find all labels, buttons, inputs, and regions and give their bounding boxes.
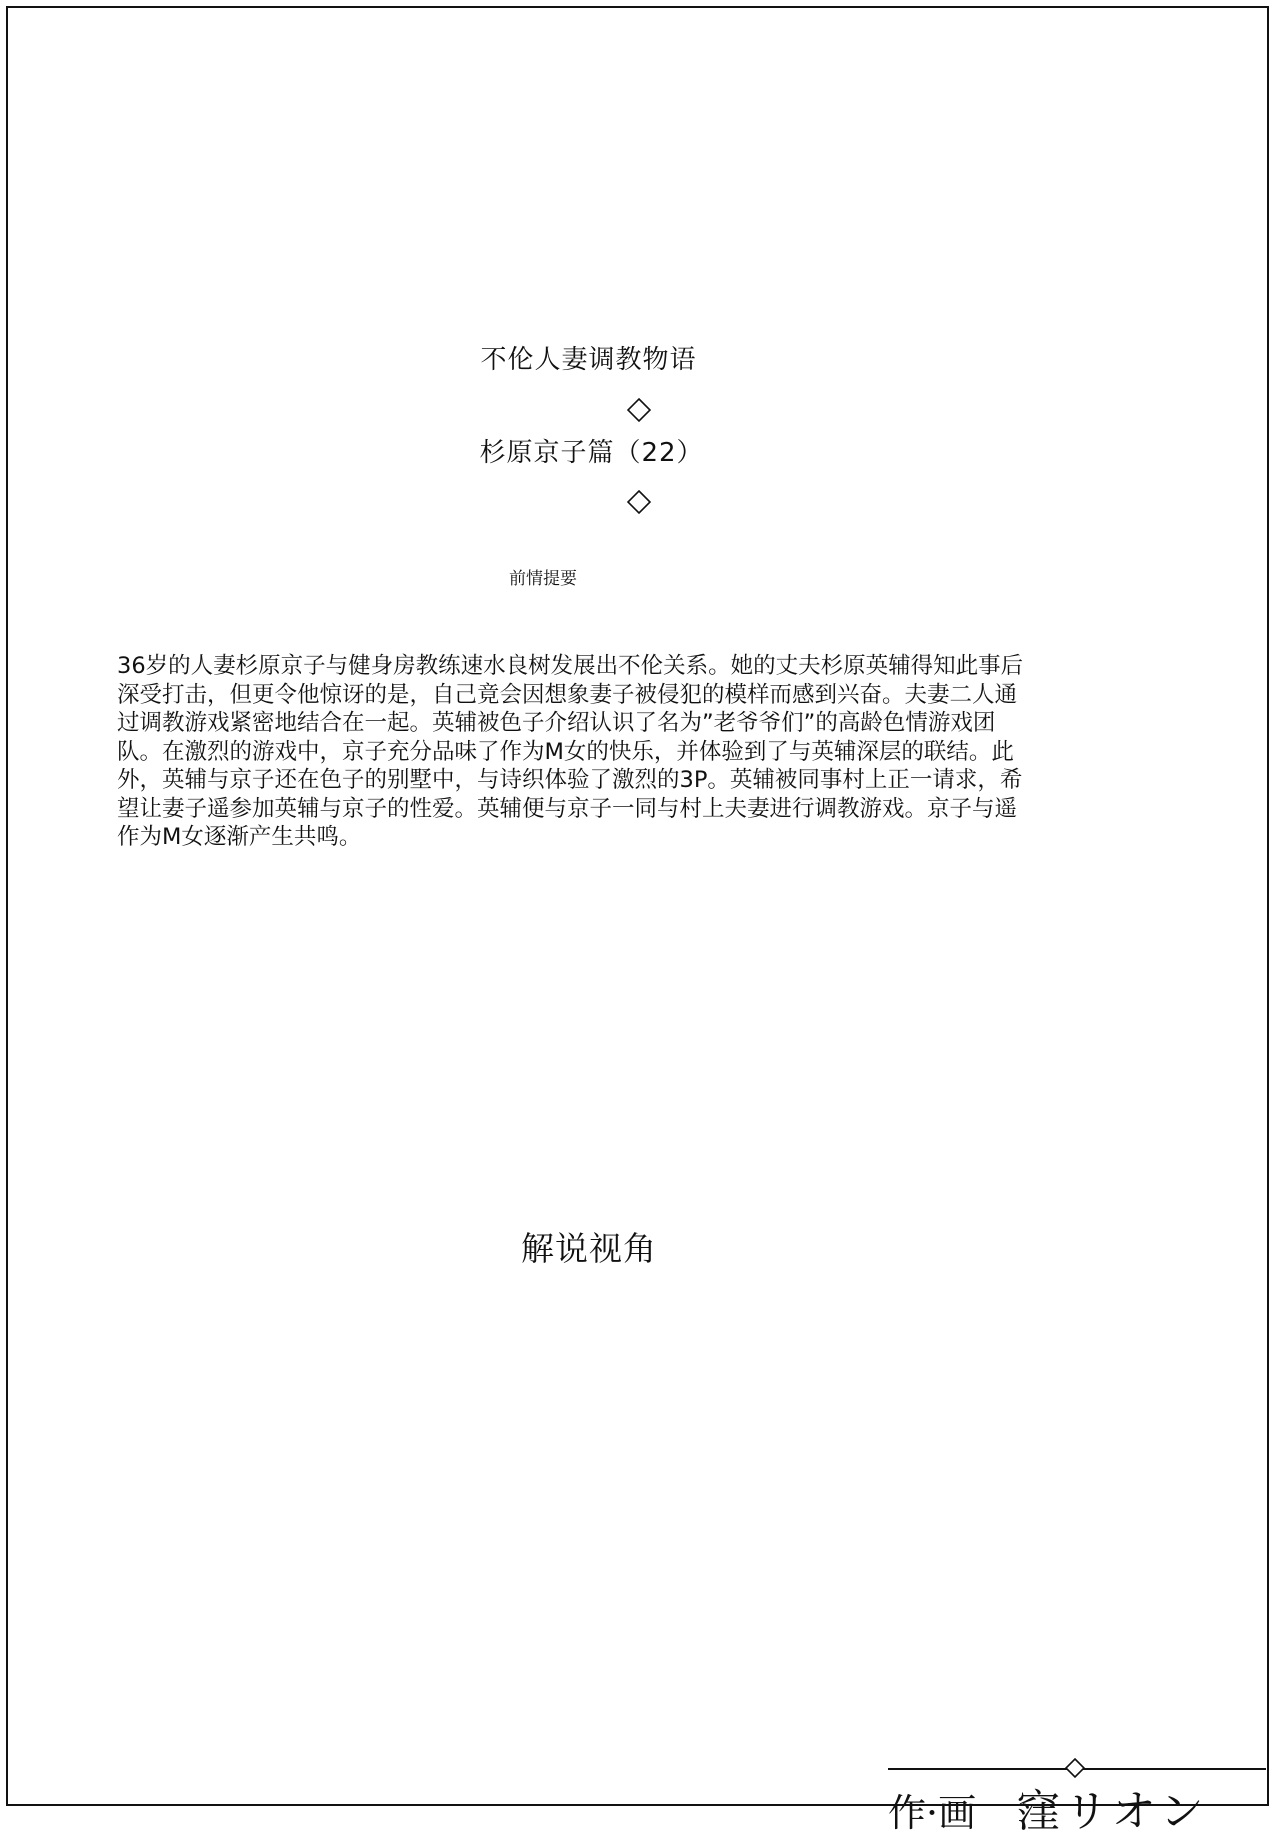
- recap-line: 深受打击，但更令他惊讶的是，自己竟会因想象妻子被侵犯的模样而感到兴奋。夫妻二人通: [117, 681, 1018, 708]
- recap-line: 36岁的人妻杉原京子与健身房教练速水良树发展出不伦关系。她的丈夫杉原英辅得知此事后: [117, 653, 1024, 679]
- recap-line: 队。在激烈的游戏中，京子充分品味了作为M女的快乐，并体验到了与英辅深层的联结。此: [117, 738, 1014, 765]
- page-border: [6, 6, 1269, 1806]
- recap-line: 外，英辅与京子还在色子的别墅中，与诗织体验了激烈的3P。英辅被同事村上正一请求，希: [117, 767, 1023, 793]
- diamond-ornament-icon: [627, 490, 651, 514]
- credit-text: [888, 1786, 1208, 1837]
- recap-paragraph: [117, 652, 1162, 852]
- recap-heading: 前情提要: [509, 569, 577, 589]
- credit-role: 作·画: [888, 1791, 977, 1835]
- recap-line: 望让妻子遥参加英辅与京子的性爱。英辅便与京子一同与村上夫妻进行调教游戏。京子与遥: [117, 795, 1018, 822]
- diamond-ornament-icon: [627, 398, 651, 422]
- chapter-title: 杉原京子篇（22）: [479, 438, 704, 468]
- series-title: 不伦人妻调教物语: [480, 345, 697, 375]
- section-heading: 解说视角: [521, 1229, 657, 1268]
- diamond-ornament-icon: [1065, 1758, 1085, 1778]
- author-credit: [888, 1768, 1266, 1837]
- recap-line: 作为M女逐渐产生共鸣。: [117, 824, 362, 850]
- credit-name: 窪リオン: [1016, 1786, 1208, 1837]
- recap-line: 过调教游戏紧密地结合在一起。英辅被色子介绍认识了名为”老爷爷们”的高龄色情游戏团: [117, 710, 996, 736]
